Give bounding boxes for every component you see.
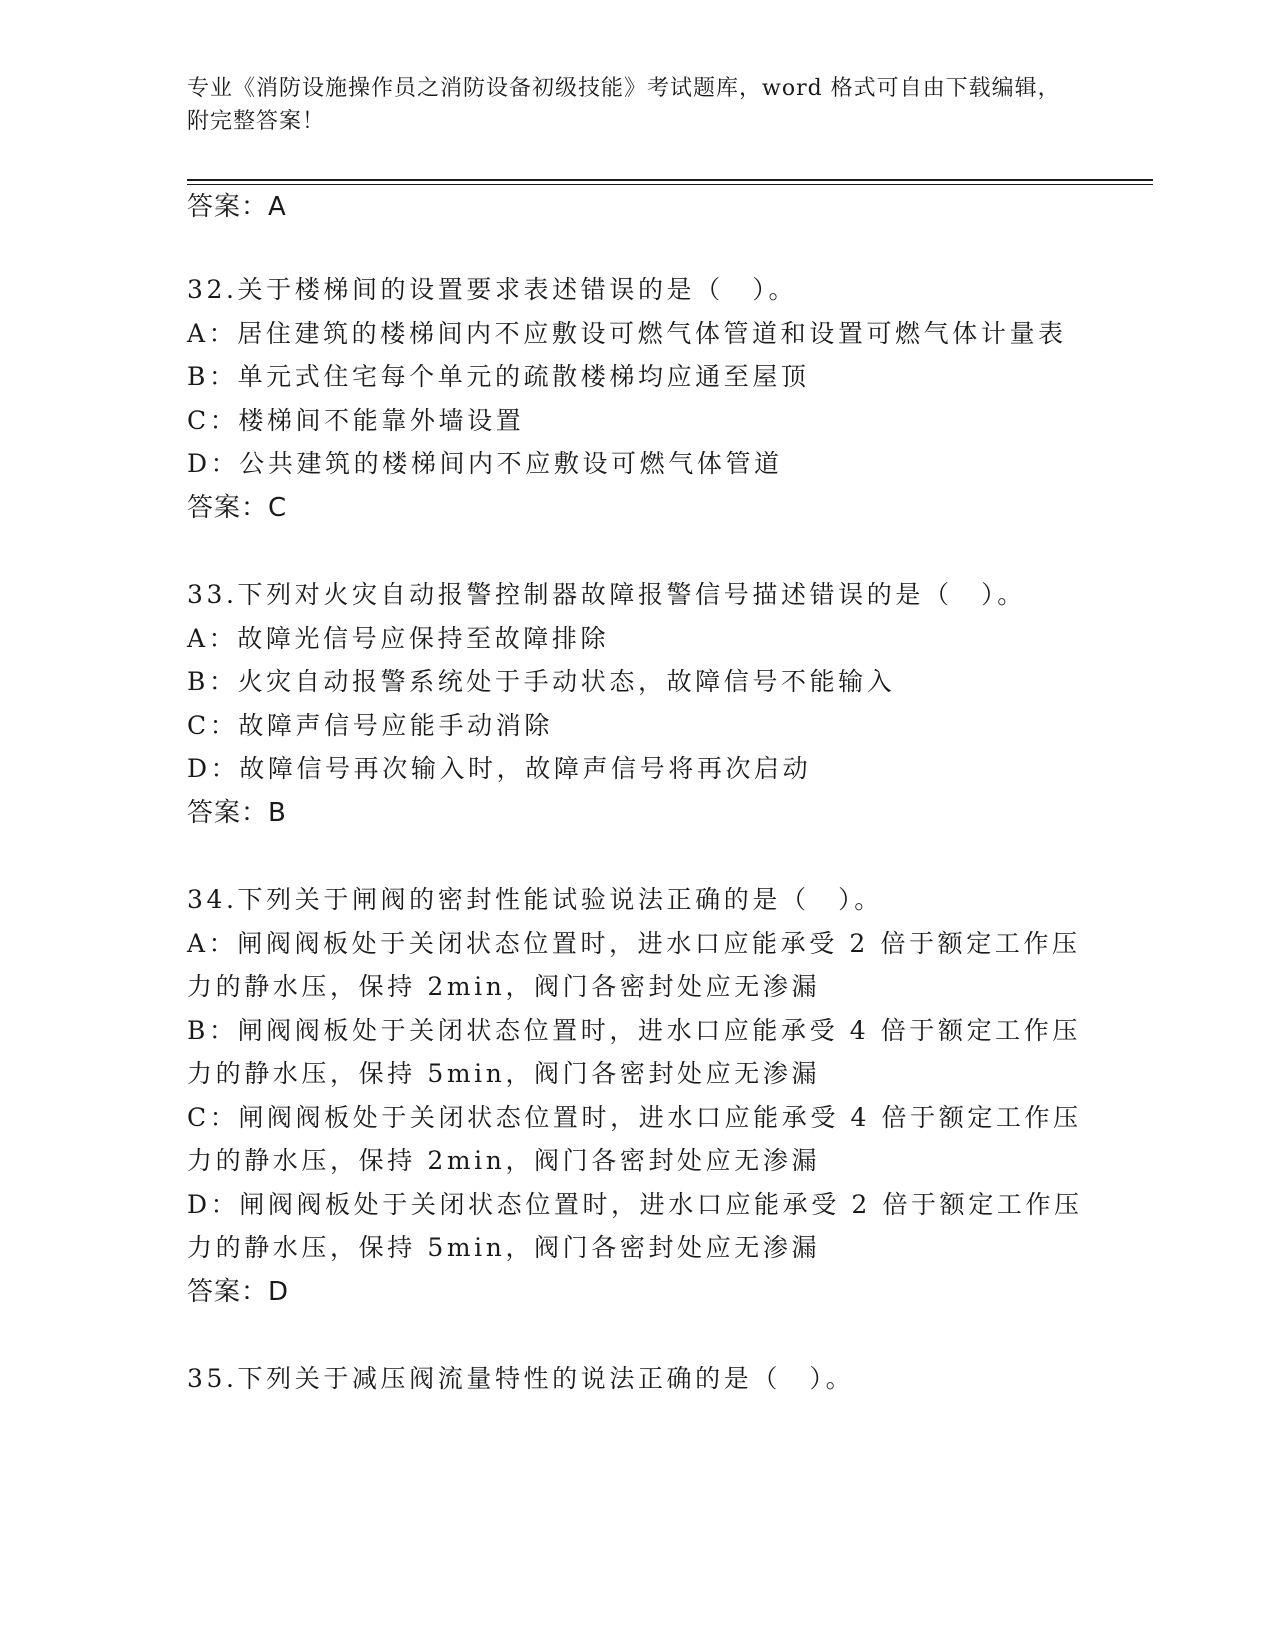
option-line: D：闸阀阀板处于关闭状态位置时，进水口应能承受 2 倍于额定工作压 [187,1190,1083,1219]
header-rule-thick [187,179,1153,181]
option-line: C：闸阀阀板处于关闭状态位置时，进水口应能承受 4 倍于额定工作压 [187,1103,1082,1132]
option-line-continued: 力的静水压，保持 2min，阀门各密封处应无渗漏 [187,1146,821,1175]
question-stem: 35.下列关于减压阀流量特性的说法正确的是（ ）。 [187,1364,855,1393]
answer-line: 答案：D [187,1277,290,1307]
header-rule-thin [187,184,1153,185]
option-line-continued: 力的静水压，保持 5min，阀门各密封处应无渗漏 [187,1059,821,1088]
option-line: A：闸阀阀板处于关闭状态位置时，进水口应能承受 2 倍于额定工作压 [187,929,1081,958]
answer-line: 答案：A [187,192,287,222]
option-line: C：楼梯间不能靠外墙设置 [187,406,525,435]
question-stem: 32.关于楼梯间的设置要求表述错误的是（ ）。 [187,275,798,304]
option-line-continued: 力的静水压，保持 5min，阀门各密封处应无渗漏 [187,1233,821,1262]
answer-line: 答案：C [187,493,288,523]
option-line: B：火灾自动报警系统处于手动状态，故障信号不能输入 [187,667,896,696]
option-line: B：闸阀阀板处于关闭状态位置时，进水口应能承受 4 倍于额定工作压 [187,1016,1081,1045]
answer-line: 答案：B [187,798,287,828]
document-header: 专业《消防设施操作员之消防设备初级技能》考试题库，word 格式可自由下载编辑，附完整答案！ [187,76,1061,134]
option-line: B：单元式住宅每个单元的疏散楼梯均应通至屋顶 [187,362,810,391]
question-stem: 34.下列关于闸阀的密封性能试验说法正确的是（ ）。 [187,885,883,914]
option-line: C：故障声信号应能手动消除 [187,711,553,740]
option-line: A：居住建筑的楼梯间内不应敷设可燃气体管道和设置可燃气体计量表 [187,319,1067,348]
question-stem: 33.下列对火灾自动报警控制器故障报警信号描述错误的是（ ）。 [187,580,1026,609]
option-line: D：公共建筑的楼梯间内不应敷设可燃气体管道 [187,449,783,478]
option-line: A：故障光信号应保持至故障排除 [187,624,610,653]
option-line-continued: 力的静水压，保持 2min，阀门各密封处应无渗漏 [187,972,821,1001]
option-line: D：故障信号再次输入时，故障声信号将再次启动 [187,754,812,783]
